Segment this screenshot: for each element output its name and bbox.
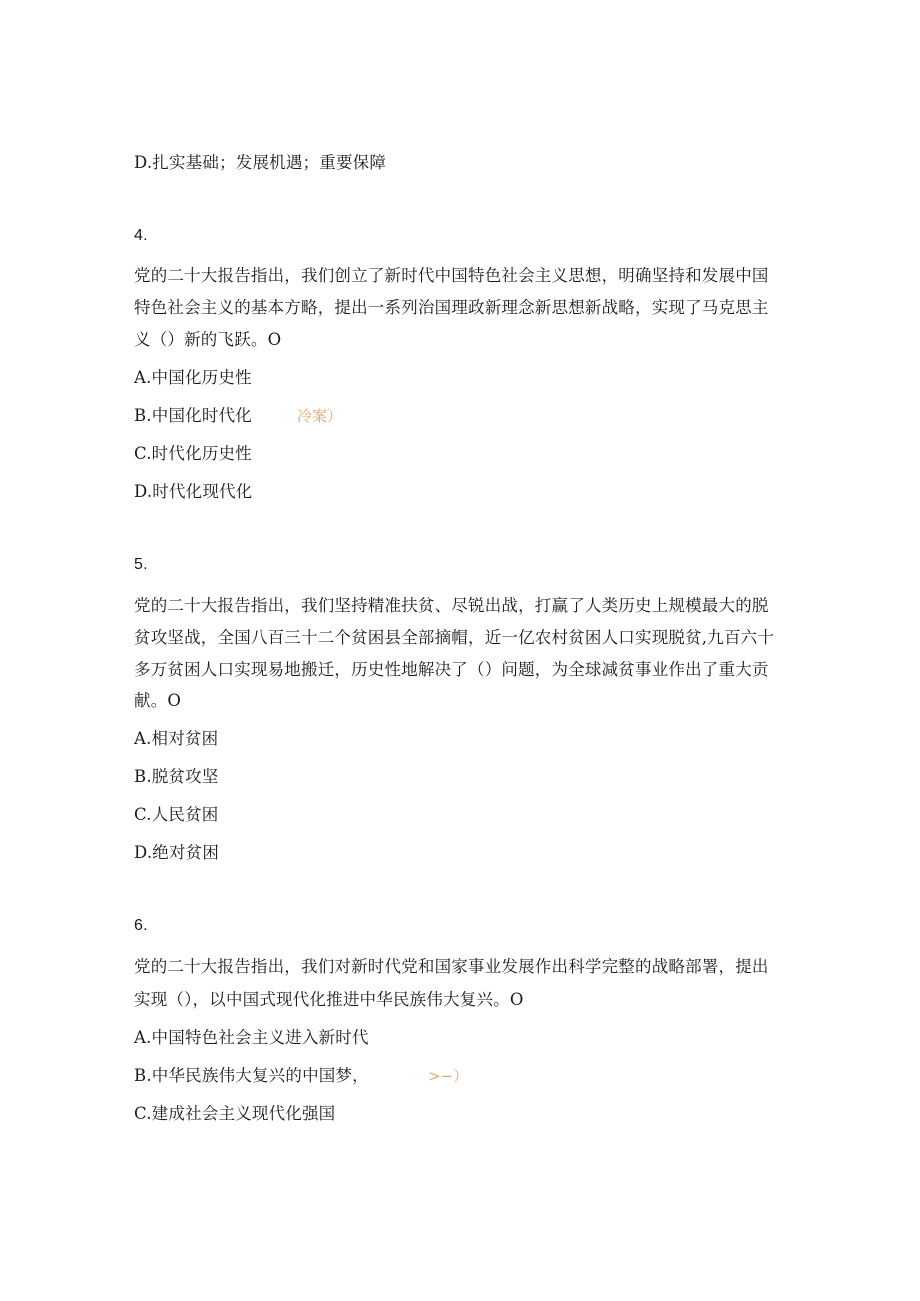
q4-stem-line-3: 义（）新的飞跃。O bbox=[134, 330, 282, 349]
q6-stem-line-1: 党的二十大报告指出，我们对新时代党和国家事业发展作出科学完整的战略部署，提出 bbox=[134, 957, 769, 976]
q4-option-b: B.中国化时代化 bbox=[134, 406, 252, 425]
q6-answer-note: >−） bbox=[428, 1067, 469, 1085]
q5-option-d: D.绝对贫困 bbox=[134, 843, 220, 862]
q5-number: 5. bbox=[134, 556, 148, 573]
q6-stem-line-2: 实现（），以中国式现代化推进中华民族伟大复兴。O bbox=[134, 990, 524, 1009]
q6-option-a: A.中国特色社会主义进入新时代 bbox=[134, 1028, 369, 1047]
q5-stem-line-1: 党的二十大报告指出，我们坚持精准扶贫、尽锐出战，打赢了人类历史上规模最大的脱 bbox=[134, 596, 769, 615]
q4-stem-line-2: 特色社会主义的基本方略，提出一系列治国理政新理念新思想新战略，实现了马克思主 bbox=[134, 298, 769, 317]
q5-stem-line-2: 贫攻坚战，全国八百三十二个贫困县全部摘帽，近一亿农村贫困人口实现脱贫,九百六十 bbox=[134, 628, 775, 647]
q6-option-c: C.建成社会主义现代化强国 bbox=[134, 1104, 336, 1123]
q4-stem-line-1: 党的二十大报告指出，我们创立了新时代中国特色社会主义思想，明确坚持和发展中国 bbox=[134, 266, 769, 285]
q6-option-b: B.中华民族伟大复兴的中国梦， bbox=[134, 1066, 369, 1085]
q5-stem-line-4: 献。O bbox=[134, 691, 182, 710]
q5-option-c: C.人民贫困 bbox=[134, 805, 219, 824]
q5-stem-line-3: 多万贫困人口实现易地搬迁，历史性地解决了（）问题，为全球减贫事业作出了重大贡 bbox=[134, 660, 769, 679]
q4-option-d: D.时代化现代化 bbox=[134, 482, 253, 501]
q5-option-a: A.相对贫困 bbox=[134, 729, 219, 748]
q4-number: 4. bbox=[134, 227, 148, 244]
q3-option-d: D.扎实基础；发展机遇；重要保障 bbox=[134, 153, 387, 172]
q5-option-b: B.脱贫攻坚 bbox=[134, 767, 219, 786]
q4-answer-note: 冷案） bbox=[297, 407, 343, 425]
q4-option-c: C.时代化历史性 bbox=[134, 444, 252, 463]
q4-option-a: A.中国化历史性 bbox=[134, 368, 252, 387]
q6-number: 6. bbox=[134, 917, 148, 934]
